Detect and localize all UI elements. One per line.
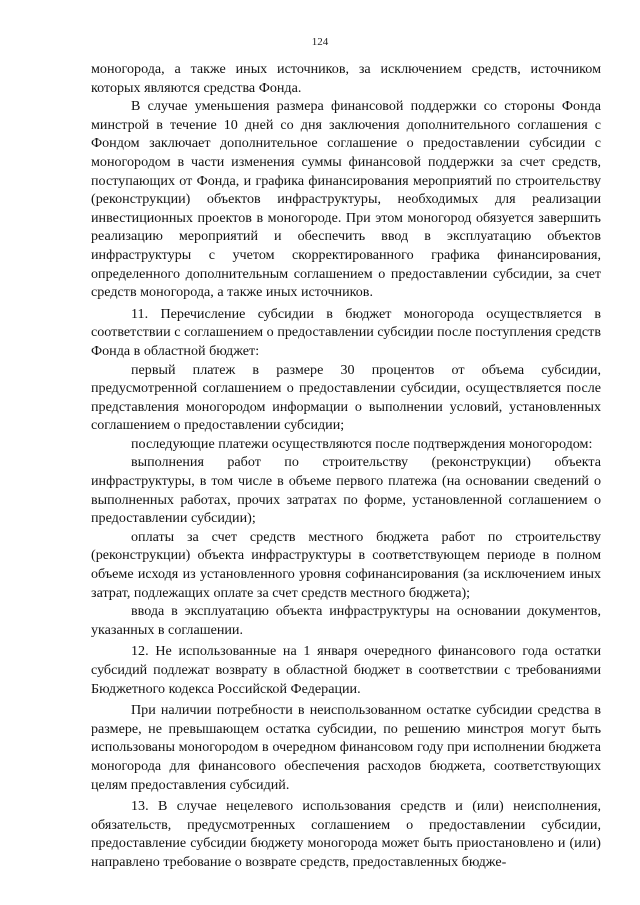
document-body — [91, 60, 601, 872]
paragraph-continuation: моногорода, а также иных источников, за исключением средств, источником которых являются средства Фонда. — [91, 61, 601, 96]
paragraph-local-budget-payment: оплаты за счет средств местного бюджета работ по строительству (реконструкции) объекта инфраструктуры в соответствующем периоде в полном объеме исходя из установленного уровня софинансирования (за исключением иных затрат, подлежащих оплате за счет средств местного бюджета); — [91, 528, 601, 601]
paragraph-unused-balance: При наличии потребности в неиспользованном остатке субсидии средства в размере, не превышающем остатка субсидии, по решению минстроя могут быть использованы моногородом в очередном финансовом году при исполнении бюджета моногорода для финансового обеспечения расходов бюджета, соответствующих целям предоставления субсидий. — [91, 702, 601, 793]
paragraph-commissioning: ввода в эксплуатацию объекта инфраструктуры на основании документов, указанных в соглашении. — [91, 603, 601, 638]
paragraph-clause-13: 13. В случае нецелевого использования средств и (или) неисполнения, обязательств, предусмотренных соглашением о предоставлении субсидии, предоставление субсидии бюджету моногорода может быть приостановлено и (или) направлено требование о возврате средств, предоставленных бюдже- — [91, 798, 601, 870]
paragraph-clause-12: 12. Не использованные на 1 января очередного финансового года остатки субсидий подлежат возврату в областной бюджет в соответствии с требованиями Бюджетного кодекса Российской Федерации. — [91, 643, 601, 697]
paragraph-clause-11: 11. Перечисление субсидии в бюджет моногорода осуществляется в соответствии с соглашением о предоставлении субсидии после поступления средств Фонда в областной бюджет: — [91, 305, 601, 359]
paragraph-works-completion: выполнения работ по строительству (реконструкции) объекта инфраструктуры, в том числе в объеме первого платежа (на основании сведений о выполненных работах, прочих затратах по форме, установленной соглашением о предоставлении субсидии); — [91, 454, 601, 527]
paragraph-first-payment: первый платеж в размере 30 процентов от объема субсидии, предусмотренной соглашением о предоставлении субсидии, осуществляется после представления моногородом информации о выполнении условий, установленных соглашением о предоставлении субсидии; — [91, 361, 601, 434]
paragraph-subsequent-payments: последующие платежи осуществляются после подтверждения моногородом: — [131, 435, 593, 452]
page-number: 124 — [311, 36, 329, 48]
paragraph-fund-reduction: В случае уменьшения размера финансовой поддержки со стороны Фонда минстрой в течение 10 дней со дня заключения дополнительного соглашения с Фондом заключает дополнительное соглашение о предоставлении субсидии с моногородом в части изменения суммы финансовой поддержки за счет средств, поступающих от Фонда, и графика финансирования мероприятий по строительству (реконструкции) объектов инфраструктуры, необходимых для реализации инвестиционных проектов в моногороде. При этом моногород обязуется завершить реализацию мероприятий и обеспечить ввод в эксплуатацию объектов инфраструктуры с учетом скорректированного графика финансирования, определенного дополнительным соглашением о предоставлении субсидии, за счет средств моногорода, а также иных источников. — [91, 98, 601, 301]
